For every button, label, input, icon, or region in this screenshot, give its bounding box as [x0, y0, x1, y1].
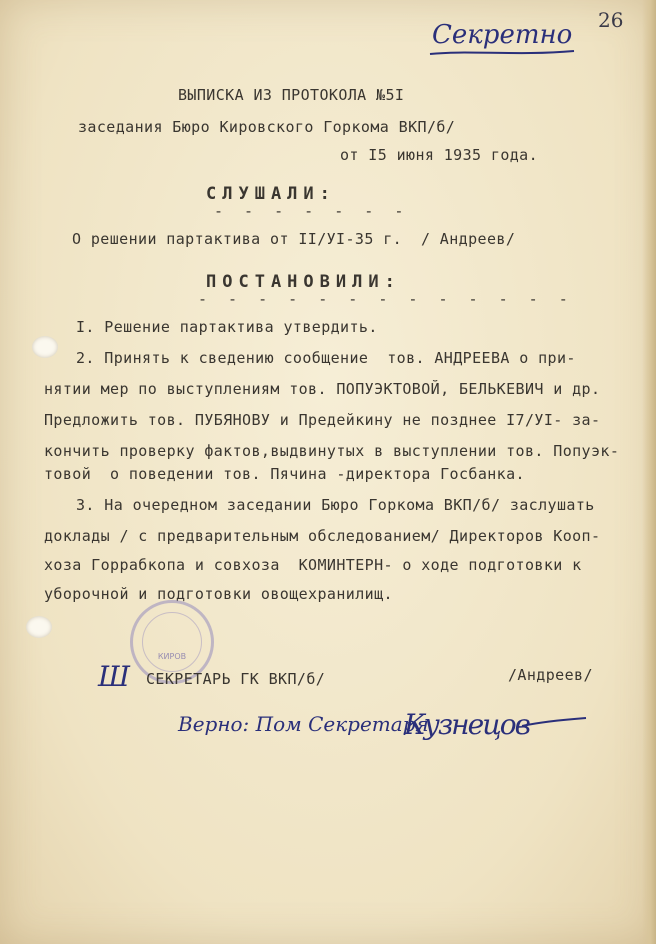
- resolved-heading: ПОСТАНОВИЛИ:: [206, 272, 401, 292]
- resolution-line: I. Решение партактива утвердить.: [76, 318, 378, 336]
- resolution-line: хоза Горрабкопа и совхоза КОМИНТЕРН- о ходе подготовки к: [44, 556, 582, 574]
- secretary-initials: Ш: [98, 660, 130, 693]
- document-subtitle: заседания Бюро Кировского Горкома ВКП/б/: [78, 118, 456, 136]
- resolution-line: доклады / с предварительным обследованием/ Директоров Кооп-: [44, 527, 601, 545]
- secretary-label: СЕКРЕТАРЬ ГК ВКП/б/: [146, 670, 326, 688]
- resolution-line: кончить проверку фактов,выдвинутых в выступлении тов. Попуэк-: [44, 442, 620, 460]
- resolution-line: 2. Принять к сведению сообщение тов. АНДРЕЕВА о при-: [76, 349, 576, 367]
- resolution-line: уборочной и подготовки овощехранилищ.: [44, 585, 393, 603]
- resolution-line: Предложить тов. ПУБЯНОВУ и Предейкину не позднее I7/УI- за-: [44, 411, 601, 429]
- secret-underline: [428, 46, 578, 60]
- resolution-line: 3. На очередном заседании Бюро Горкома ВКП/б/ заслушать: [76, 496, 595, 514]
- secret-mark: Секретно: [432, 20, 573, 50]
- page-number: 26: [598, 8, 624, 32]
- signature-tail: [520, 712, 590, 732]
- document-date: от I5 июня 1935 года.: [340, 146, 539, 164]
- listened-item: О решении партактива от II/УI-35 г. / Андреев/: [72, 230, 516, 248]
- certified-note: Верно: Пом Секретаря: [178, 712, 429, 736]
- certifier-signature: Кузнецов: [404, 708, 529, 741]
- punch-hole-bottom: [26, 616, 52, 638]
- secretary-name: /Андреев/: [508, 666, 593, 684]
- punch-hole-top: [32, 336, 58, 358]
- resolved-underline: - - - - - - - - - - - - -: [198, 290, 574, 308]
- stamp-text: КИРОВ: [157, 652, 187, 661]
- stamp-inner-ring: [142, 612, 202, 672]
- listened-underline: - - - - - - -: [214, 202, 410, 220]
- document-title: ВЫПИСКА ИЗ ПРОТОКОЛА №5I: [178, 86, 405, 104]
- paper-edge: [642, 0, 656, 944]
- resolution-line: нятии мер по выступлениям тов. ПОПУЭКТОВОЙ, БЕЛЬКЕВИЧ и др.: [44, 380, 601, 398]
- resolution-line: товой о поведении тов. Пячина -директора Госбанка.: [44, 465, 525, 483]
- listened-heading: СЛУШАЛИ:: [206, 184, 336, 204]
